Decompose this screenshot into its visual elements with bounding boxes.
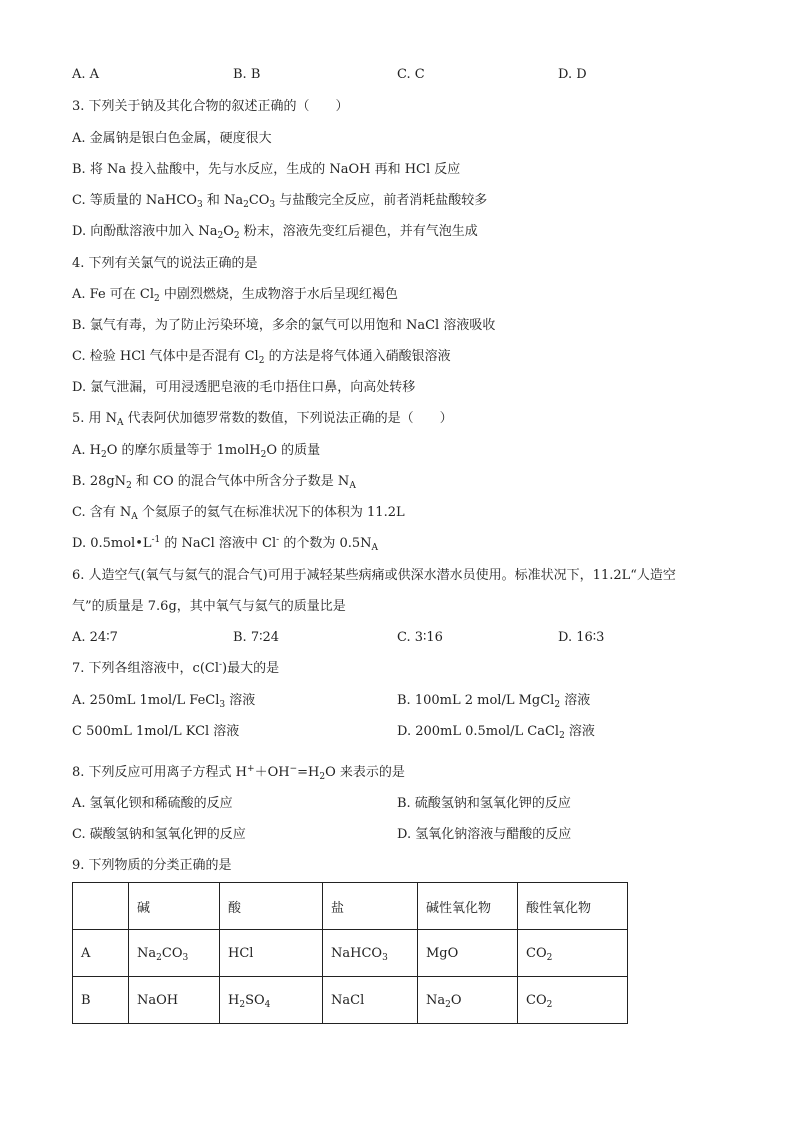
q2-option-b: B. B: [233, 67, 261, 82]
q4-option-b: B. 氯气有毒，为了防止污染环境，多余的氯气可以用饱和 NaCl 溶液吸收: [72, 318, 496, 333]
table-cell: $Na_2CO_3$: [129, 930, 220, 977]
q2-option-a: A. A: [72, 67, 100, 82]
q6-stem-line1: 6. 人造空气(氧气与氦气的混合气)可用于减轻某些病痛或供深水潜水员使用。标准状况下，11.2L“人造空: [72, 568, 676, 583]
q3-stem: 3. 下列关于钠及其化合物的叙述正确的（ ）: [72, 99, 349, 114]
q8-option-b: B. 硫酸氢钠和氢氧化钾的反应: [397, 796, 571, 811]
q6-option-c: C. 3∶16: [397, 630, 443, 645]
table-row: [73, 977, 628, 1024]
header-cell: 酸: [220, 883, 323, 930]
table-cell: $H_2SO_4$: [220, 977, 323, 1024]
q6-option-b: B. 7∶24: [233, 630, 280, 645]
header-cell: 碱性氧化物: [418, 883, 518, 930]
q7-option-c: C 500mL 1mol/L KCl 溶液: [72, 724, 240, 739]
q3-option-b: B. 将 Na 投入盐酸中，先与水反应，生成的 NaOH 再和 HCl 反应: [72, 162, 461, 177]
q8-option-c: C. 碳酸氢钠和氢氧化钾的反应: [72, 827, 246, 842]
table-cell: NaHCO$_3$: [323, 930, 418, 977]
header-cell: 酸性氧化物: [518, 883, 628, 930]
q5-stem: 5. 用 $N_A$ 代表阿伏加德罗常数的数值，下列说法正确的是（ ）: [72, 411, 453, 428]
q7-option-d: D. 200mL 0.5mol/L CaCl$_2$ 溶液: [397, 724, 595, 741]
table-cell: $Na_2O$: [418, 977, 518, 1024]
q5-option-a: A. $H_2O$ 的摩尔质量等于 1molH$_2$O 的质量: [72, 443, 321, 460]
q5-option-c: C. 含有 $N_A$ 个氦原子的氦气在标准状况下的体积为 11.2L: [72, 505, 405, 522]
table-cell: $CO_2$: [518, 930, 628, 977]
q7-option-b: B. 100mL 2 mol/L MgCl$_2$ 溶液: [397, 693, 591, 710]
table-cell: MgO: [418, 930, 518, 977]
q8-option-d: D. 氢氧化钠溶液与醋酸的反应: [397, 827, 572, 842]
q4-stem: 4. 下列有关氯气的说法正确的是: [72, 256, 258, 271]
classification-table: [72, 882, 628, 1024]
q7-option-a: A. 250mL 1mol/L FeCl$_3$ 溶液: [72, 693, 256, 710]
q5-option-b: B. $28gN_2$ 和 CO 的混合气体中所含分子数是 $N_A$: [72, 474, 356, 491]
table-cell: NaCl: [323, 977, 418, 1024]
q6-option-a: A. 24∶7: [72, 630, 118, 645]
table-cell: $CO_2$: [518, 977, 628, 1024]
row-label: A: [73, 930, 129, 977]
q3-option-a: A. 金属钠是银白色金属，硬度很大: [72, 131, 272, 146]
row-label: B: [73, 977, 129, 1024]
table-header-row: [73, 883, 628, 930]
q2-option-c: C. C: [397, 67, 425, 82]
header-cell: 碱: [129, 883, 220, 930]
q6-option-d: D. 16∶3: [558, 630, 605, 645]
q7-stem: 7. 下列各组溶液中，c(Cl-)最大的是: [72, 660, 280, 676]
q4-option-d: D. 氯气泄漏，可用浸透肥皂液的毛巾捂住口鼻，向高处转移: [72, 380, 416, 395]
q9-stem: 9. 下列物质的分类正确的是: [72, 858, 232, 873]
q8-option-a: A. 氢氧化钡和稀硫酸的反应: [72, 796, 233, 811]
q6-stem-line2: 气”的质量是 7.6g，其中氧气与氦气的质量比是: [72, 599, 346, 614]
q3-option-d: D. 向酚酞溶液中加入 $Na_2O_2$ 粉末，溶液先变红后褪色，并有气泡生成: [72, 224, 478, 241]
q3-option-c: C. 等质量的 NaHCO$_3$ 和 $Na_2CO_3$ 与盐酸完全反应，前者消耗盐酸较多: [72, 193, 488, 210]
table-cell: HCl: [220, 930, 323, 977]
table-cell: NaOH: [129, 977, 220, 1024]
q8-stem: 8. 下列反应可用离子方程式 $H^++OH^-=H_2O$ 来表示的是: [72, 764, 405, 782]
q4-option-c: C. 检验 HCl 气体中是否混有 $Cl_2$ 的方法是将气体通入硝酸银溶液: [72, 349, 451, 366]
header-cell: 盐: [323, 883, 418, 930]
header-cell: [73, 883, 129, 930]
q2-option-d: D. D: [558, 67, 587, 82]
q5-option-d: D. $0.5mol•L^{-1}$ 的 NaCl 溶液中 Cl- 的个数为 $0.5N_A$: [72, 535, 379, 553]
q4-option-a: A. Fe 可在 $Cl_2$ 中剧烈燃烧，生成物溶于水后呈现红褐色: [72, 287, 398, 304]
table-row: [73, 930, 628, 977]
